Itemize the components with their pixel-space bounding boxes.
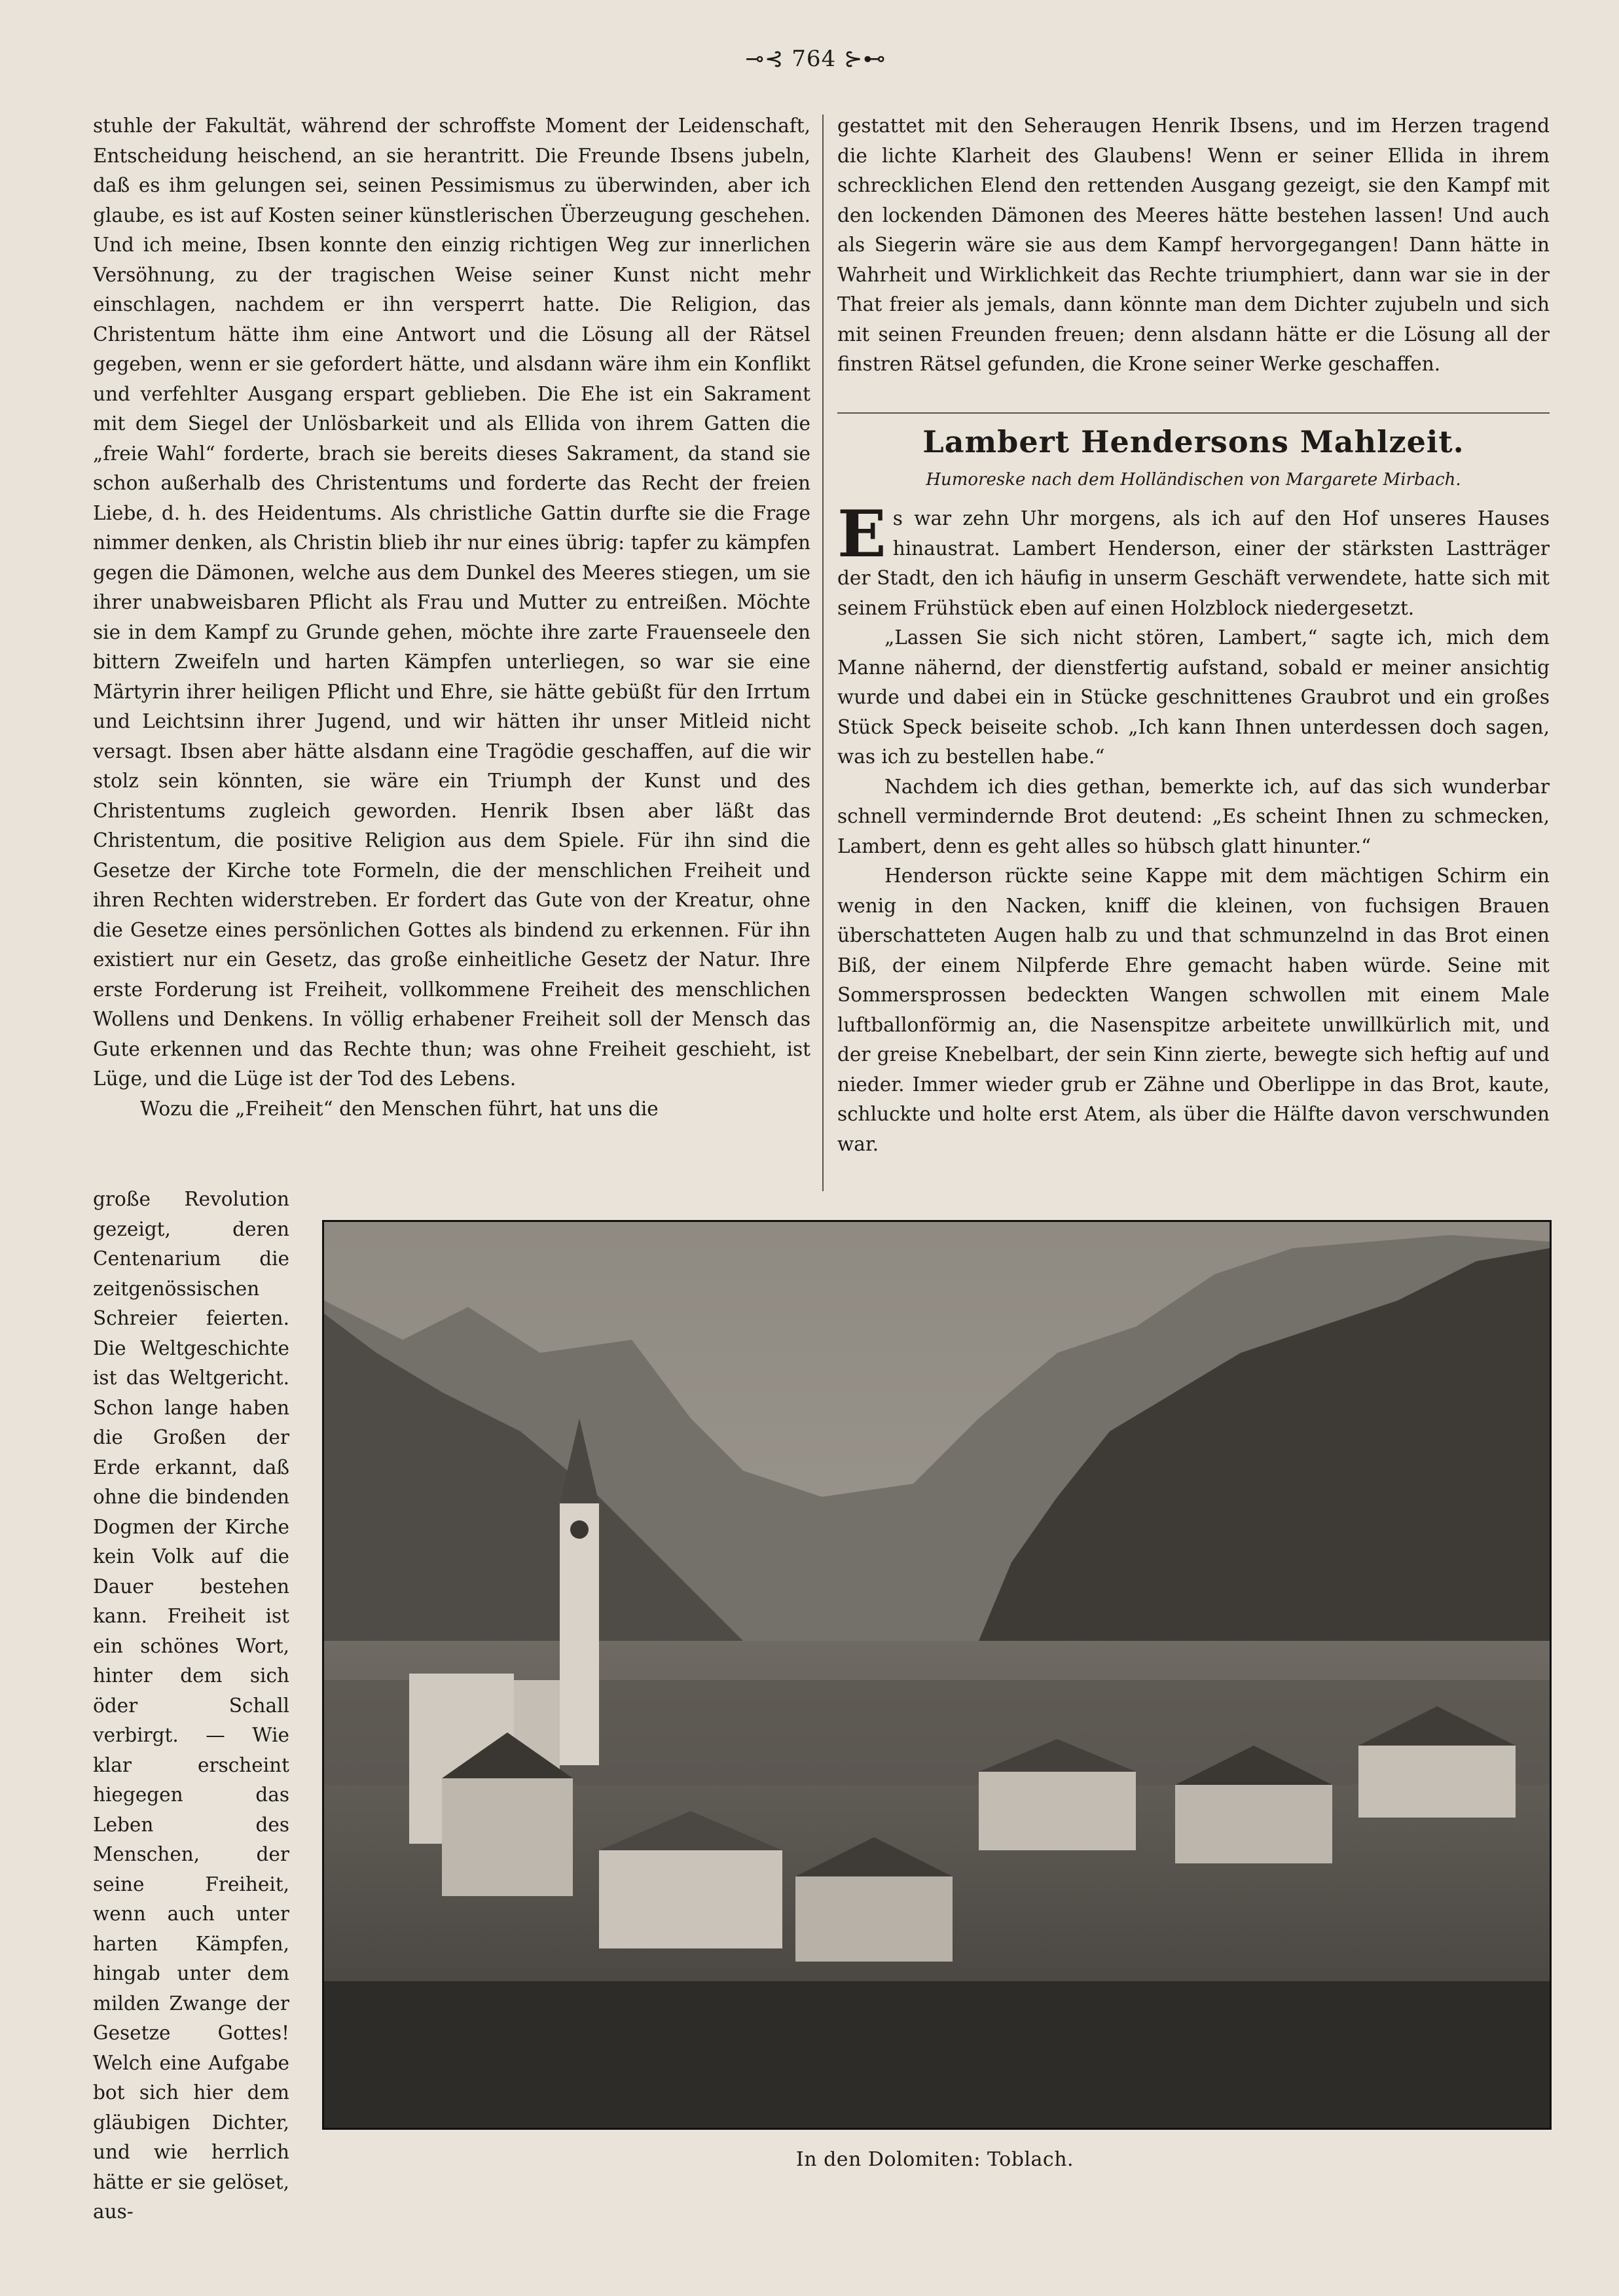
right-continuation-text: gestattet mit den Seheraugen Henrik Ibsens, und im Herzen tragend die lichte Klarheit des Glaubens! Wenn er seiner Ellida in ihrem schrecklichen Elend den rettenden Ausgang gezeigt, sie den Kampf mit den lockenden Dämonen des Meeres hätte bestehen lassen! Und auch als Siegerin wäre sie aus dem Kampf hervorgegangen! Dann hätte in Wahrheit und Wirklichkeit das Rechte triumphiert, dann war sie in der That freier als jemals, dann könnte man dem Dichter zujubeln und sich mit seinen Freunden freuen; denn alsdann hätte er die Lösung all der finstren Rätsel gefunden, die Krone seiner Werke geschaffen. <box>837 115 1550 375</box>
story-paragraph-4: Henderson rückte seine Kappe mit dem mächtigen Schirm ein wenig in den Nacken, kniff die kleinen, von fuchsigen Brauen überschatteten Augen halb zu und that schmunzelnd in das Brot einen Biß, der einem Nilpferde Ehre gemacht haben würde. Seine mit Sommersprossen bedeckten Wangen schwollen mit einem Male luftballonförmig an, die Nasenspitze arbeitete unwillkürlich mit, und der greise Knebelbart, der sein Kinn zierte, bewegte sich heftig auf und nieder. Immer wieder grub er Zähne und Oberlippe in das Brot, kaute, schluckte und holte erst Atem, als über die Hälfte davon verschwunden war. <box>837 865 1550 1155</box>
ornament-left: ⊸⊰ <box>745 46 792 72</box>
landscape-image <box>324 1222 1550 2128</box>
page-number-text: 764 <box>791 46 837 72</box>
dolomites-photograph <box>322 1220 1552 2130</box>
left-narrow-column <box>93 1185 289 2227</box>
left-paragraph-2: Wozu die „Freiheit“ den Menschen führt, hat uns die <box>140 1097 659 1120</box>
left-narrow-text: große Revolution gezeigt, deren Centenarium die zeitgenössischen Schreier feierten. Die Weltgeschichte ist das Weltgericht. Schon lange haben die Großen der Erde erkannt, daß ohne die bindenden Dogmen der Kirche kein Volk auf die Dauer bestehen kann. Freiheit ist ein schönes Wort, hinter dem sich öder Schall verbirgt. — Wie klar erscheint hiegegen das Leben des Menschen, der seine Freiheit, wenn auch unter harten Kämpfen, hingab unter dem milden Zwange der Gesetze Gottes! Welch eine Aufgabe bot sich hier dem gläubigen Dichter, und wie herrlich hätte er sie gelöset, aus- <box>93 1188 289 2223</box>
story-paragraph-1-text: s war zehn Uhr morgens, als ich auf den Hof unseres Hauses hinaustrat. Lambert Henderson, einer der stärksten Lastträger der Stadt, den ich häufig in unserm Geschäft verwendete, hatte sich mit seinem Frühstück eben auf einen Holzblock niedergesetzt. <box>837 507 1550 619</box>
ornament-right: ⊱⊷ <box>836 46 886 72</box>
column-divider <box>822 115 824 1191</box>
story-paragraph-3: Nachdem ich dies gethan, bemerkte ich, auf das sich wunderbar schnell vermindernde Brot deutend: „Es scheint Ihnen zu schmecken, Lambert, denn es geht alles so hübsch glatt hinunter.“ <box>837 775 1550 857</box>
dropcap: E <box>837 497 886 572</box>
story-subtitle: Humoreske nach dem Holländischen von Margarete Mirbach. <box>926 470 1461 490</box>
story-paragraph-1 <box>837 497 1550 623</box>
story-body <box>837 497 1550 1159</box>
left-paragraph-1: stuhle der Fakultät, während der schroffste Moment der Leidenschaft, Entscheidung heischend, an sie herantritt. Die Freunde Ibsens jubeln, daß es ihm gelungen sei, seinen Pessimismus zu überwinden, aber ich glaube, es ist auf Kosten seiner künstlerischen Überzeugung geschehen. Und ich meine, Ibsen konnte den einzig richtigen Weg zur innerlichen Versöhnung, zu der tragischen Weise seiner Kunst nicht mehr einschlagen, nachdem er ihn versperrt hatte. Die Religion, das Christentum hätte ihm eine Antwort und die Lösung all der Rätsel gegeben, wenn er sie gefordert hätte, und alsdann wäre ihm ein Konflikt und verfehlter Ausgang erspart geblieben. Die Ehe ist ein Sakrament mit dem Siegel der Unlösbarkeit und als Ellida von ihrem Gatten die „freie Wahl“ forderte, brach sie bereits dieses Sakrament, da stand sie schon außerhalb des Christentums und forderte das Recht der freien Liebe, d. h. des Heidentums. Als christliche Gattin durfte sie die Frage nimmer denken, als Christin blieb ihr nur eines übrig: tapfer zu kämpfen gegen die Dämonen, welche aus dem Dunkel des Meeres stiegen, um sie ihrer unabweisbaren Pflicht als Frau und Mutter zu entreißen. Möchte sie in dem Kampf zu Grunde gehen, möchte ihre zarte Frauenseele den bittern Zweifeln und harten Kämpfen unterliegen, so war sie eine Märtyrin ihrer heiligen Pflicht und Ehre, sie hätte gebüßt für den Irrtum und Leichtsinn ihrer Jugend, und wir hätten ihr unser Mitleid nicht versagt. Ibsen aber hätte alsdann eine Tragödie geschaffen, auf die wir stolz sein könnten, sie wäre ein Triumph der Kunst und des Christentums zugleich geworden. Henrik Ibsen aber läßt das Christentum, die positive Religion aus dem Spiele. Für ihn sind die Gesetze der Kirche tote Formeln, die der menschlichen Freiheit und ihren Rechten widerstreben. Er fordert das Gute von der Kreatur, ohne die Gesetze eines persönlichen Gottes als bindend zu erkennen. Für ihn existiert nur ein Gesetz, das große einheitliche Gesetz der Natur. Ihre erste Forderung ist Freiheit, vollkommene Freiheit des menschlichen Wollens und Denkens. In völlig erhabener Freiheit soll der Mensch das Gute erkennen und das Rechte thun; was ohne Freiheit geschieht, ist Lüge, und die Lüge ist der Tod des Lebens. <box>93 115 810 1090</box>
page-number <box>744 46 888 72</box>
left-column <box>93 111 810 1124</box>
story-title: Lambert Hendersons Mahlzeit. <box>922 424 1464 459</box>
story-separator <box>837 412 1550 414</box>
story-paragraph-2: „Lassen Sie sich nicht stören, Lambert,“ sagte ich, mich dem Manne nähernd, der dienstfertig aufstand, sobald er meiner ansichtig wurde und dabei ein in Stücke geschnittenes Graubrot und ein großes Stück Speck beiseite schob. „Ich kann Ihnen unterdessen doch sagen, was ich zu bestellen habe.“ <box>837 626 1550 768</box>
photo-caption: In den Dolomiten: Toblach. <box>795 2148 1074 2171</box>
right-column-continuation <box>837 111 1550 380</box>
